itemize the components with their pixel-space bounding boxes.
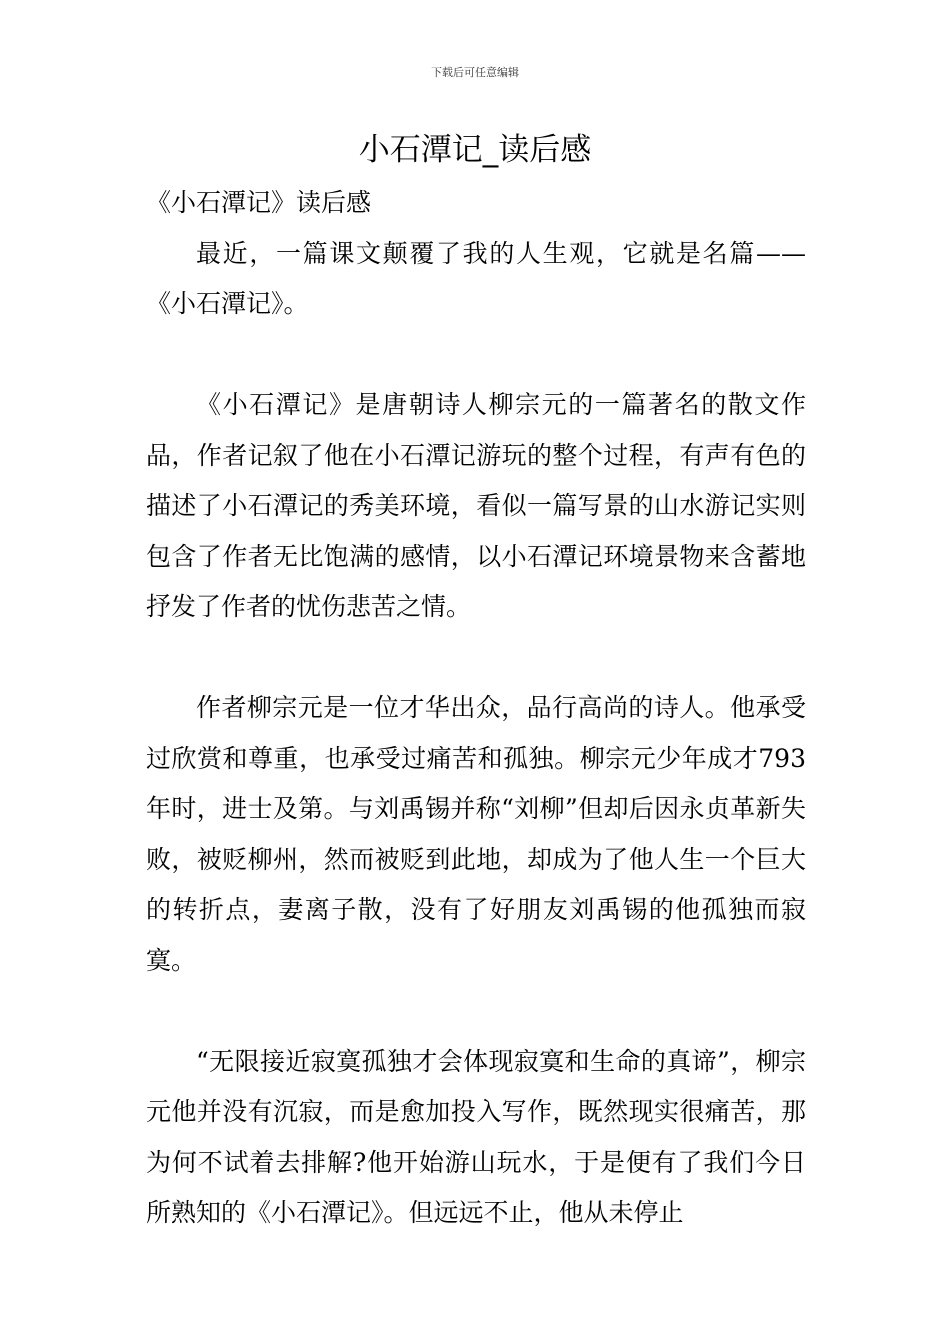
document-subtitle: 《小石潭记》读后感 — [146, 188, 372, 217]
paragraph-4: “无限接近寂寞孤独才会体现寂寞和生命的真谛”，柳宗元他并没有沉寂，而是愈加投入写作，既然现实很痛苦，那为何不试着去排解?他开始游山玩水，于是便有了我们今日所熟知的《小石潭记》。但远远不止，他从未停止 — [146, 1046, 806, 1227]
paragraph-spacer — [146, 633, 806, 684]
paragraph-1: 最近，一篇课文颠覆了我的人生观，它就是名篇——《小石潭记》。 — [146, 238, 806, 318]
paragraph-spacer — [146, 330, 806, 381]
paragraph-2: 《小石潭记》是唐朝诗人柳宗元的一篇著名的散文作品，作者记叙了他在小石潭记游玩的整个过程，有声有色的描述了小石潭记的秀美环境，看似一篇写景的山水游记实则包含了作者无比饱满的感情，以小石潭记环境景物来含蓄地抒发了作者的忧伤悲苦之情。 — [146, 390, 806, 621]
paragraph-spacer — [146, 986, 806, 1037]
document-body — [146, 178, 806, 1239]
header-note: 下载后可任意编辑 — [431, 66, 519, 79]
document-title: 小石潭记_读后感 — [358, 132, 592, 168]
paragraph-3: 作者柳宗元是一位才华出众，品行高尚的诗人。他承受过欣赏和尊重，也承受过痛苦和孤独。柳宗元少年成才793年时，进士及第。与刘禹锡并称“刘柳”但却后因永贞革新失败，被贬柳州，然而被贬到此地，却成为了他人生一个巨大的转折点，妻离子散，没有了好朋友刘禹锡的他孤独而寂寞。 — [146, 693, 806, 975]
